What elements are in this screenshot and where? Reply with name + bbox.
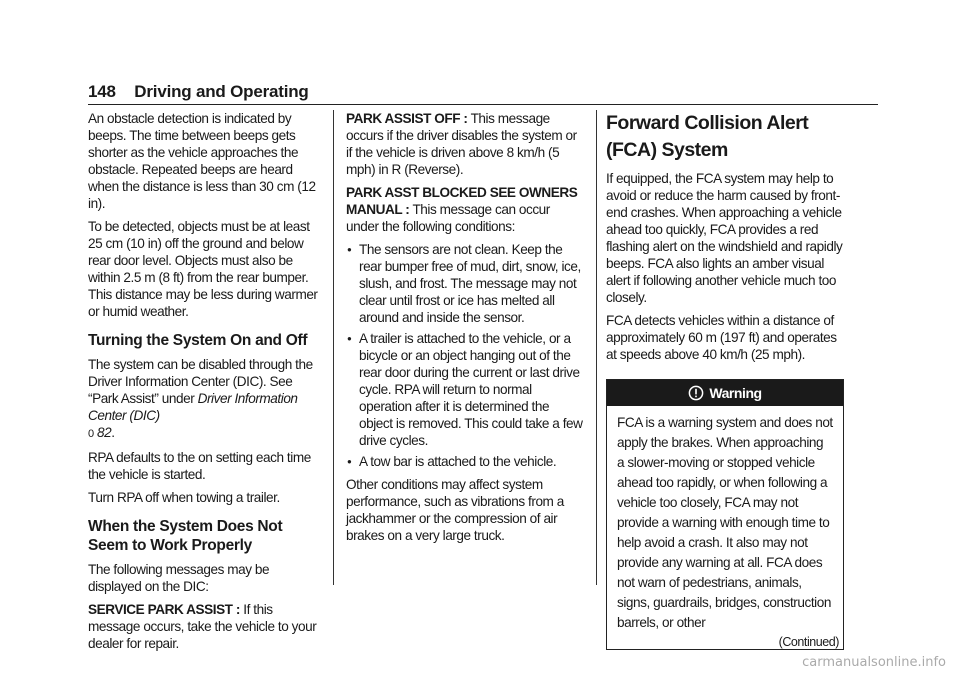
message-park-assist-off xyxy=(346,110,584,178)
heading-not-working: When the System Does Not Seem to Work Properly xyxy=(88,518,283,554)
watermark: carmanualsonline.info xyxy=(802,655,946,670)
column-left xyxy=(88,110,325,658)
column-divider xyxy=(333,110,334,585)
page-ref-icon: 0 xyxy=(88,428,94,440)
paragraph-dic-reference xyxy=(88,356,325,443)
page-header xyxy=(88,82,309,102)
paragraph: Turn RPA off when towing a trailer. xyxy=(88,490,280,505)
warning-text: FCA is a warning system and does not apply the brakes. When approaching a slower-moving or stopped vehicle ahead too rapidly, or when following a vehicle too closely, FCA may not provide a warning with enough time to help avoid a crash. It also may not provide any warning at all. FCA does not warn of pedestrians, animals, signs, guardrails, bridges, construction barrels, or other xyxy=(617,415,833,630)
continued-label: (Continued) xyxy=(778,635,839,649)
column-middle xyxy=(346,110,584,550)
message-park-asst-blocked xyxy=(346,184,584,235)
warning-header xyxy=(607,380,843,406)
list-item: ● A trailer is attached to the vehicle, or a bicycle or an object hanging out of the rear door during the current or last drive cycle. RPA will return to normal operation after it is determined the object is removed. This could take a few drive cycles. xyxy=(346,330,584,449)
message-label: PARK ASST BLOCKED SEE OWNERS MANUAL : xyxy=(346,185,578,217)
section-heading-fca: Forward Collision Alert (FCA) System xyxy=(606,112,809,161)
column-divider xyxy=(596,110,597,585)
paragraph: To be detected, objects must be at least 25 cm (10 in) off the ground and below rear door level. Objects must also be within 2.5 m (8 ft) from the rear bumper. This distance may be less during warmer or humid weather. xyxy=(88,219,318,319)
warning-box xyxy=(606,379,844,650)
paragraph: The following messages may be displayed on the DIC: xyxy=(88,562,270,594)
list-item: ● The sensors are not clean. Keep the rear bumper free of mud, dirt, snow, ice, slush, and frost. The message may not clear until frost or ice has melted all around and inside the sensor. xyxy=(346,241,584,326)
paragraph: If equipped, the FCA system may help to avoid or reduce the harm caused by front-end crashes. When approaching a vehicle ahead too quickly, FCA provides a red flashing alert on the windshield and rapidly beeps. FCA also lights an amber visual alert if following another vehicle much too closely. xyxy=(606,171,843,305)
message-label: PARK ASSIST OFF : xyxy=(346,111,468,126)
paragraph: An obstacle detection is indicated by beeps. The time between beeps gets shorter as the vehicle approaches the obstacle. Repeated beeps are heard when the distance is less than 30 cm (12 in). xyxy=(88,111,316,211)
warning-title: Warning xyxy=(709,385,762,401)
punctuation: . xyxy=(111,425,115,440)
column-right xyxy=(606,110,844,650)
paragraph-text: The system can be disabled through the Driver Information Center (DIC). See “Park Assist” under xyxy=(88,357,313,406)
message-description: This message occurs if the driver disables the system or if the vehicle is driven above 8 km/h (5 mph) in R (Reverse). xyxy=(346,111,577,177)
list-item: ● A tow bar is attached to the vehicle. xyxy=(346,453,584,470)
paragraph: Other conditions may affect system performance, such as vibrations from a jackhammer or the compression of air brakes on a very large truck. xyxy=(346,477,564,543)
message-description: This message can occur under the following conditions: xyxy=(346,202,550,234)
dic-reference-link[interactable]: Driver Information Center (DIC) xyxy=(88,391,298,423)
message-description: If this message occurs, take the vehicle to your dealer for repair. xyxy=(88,602,317,651)
paragraph: RPA defaults to the on setting each time the vehicle is started. xyxy=(88,450,311,482)
warning-icon xyxy=(688,385,704,401)
heading-turning-on-off: Turning the System On and Off xyxy=(88,332,308,349)
page-reference[interactable]: 82 xyxy=(97,425,112,440)
message-label: SERVICE PARK ASSIST : xyxy=(88,602,240,617)
paragraph: FCA detects vehicles within a distance of approximately 60 m (197 ft) and operates at speeds above 40 km/h (25 mph). xyxy=(606,313,837,362)
page-number: 148 xyxy=(88,82,116,101)
conditions-list xyxy=(346,241,584,470)
section-title: Driving and Operating xyxy=(134,82,309,101)
message-service-park-assist xyxy=(88,601,325,652)
header-rule xyxy=(88,104,878,105)
